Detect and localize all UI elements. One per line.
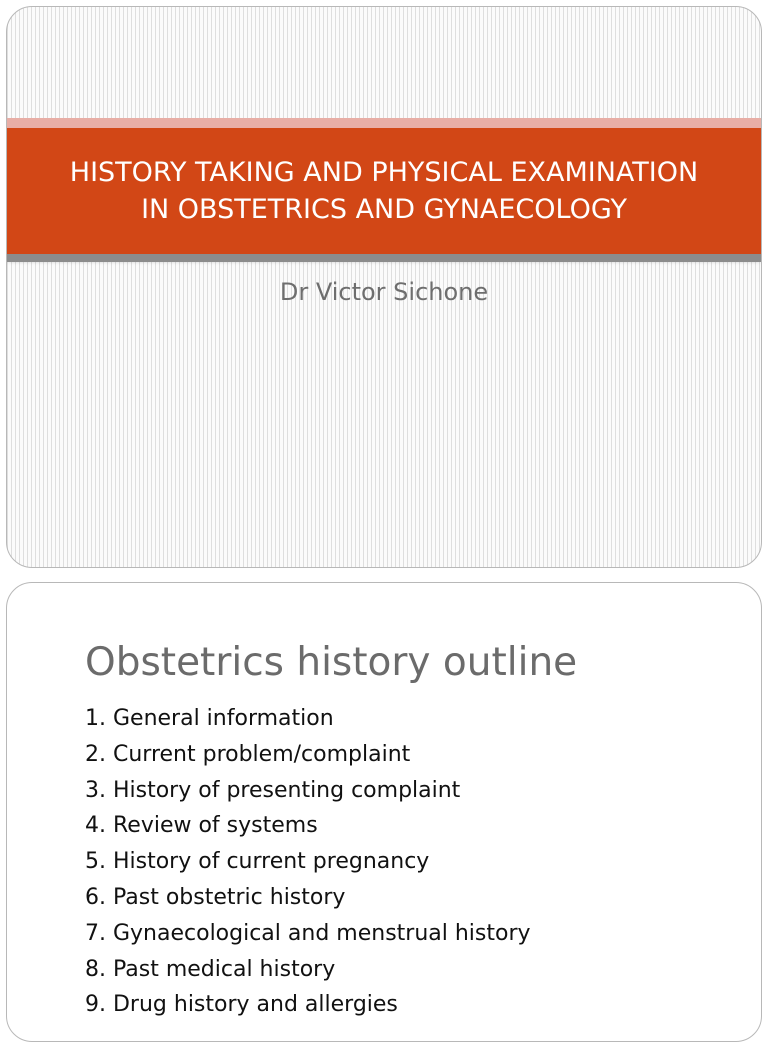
- title-slide: [6, 6, 762, 568]
- list-item: 5. History of current pregnancy: [85, 849, 430, 875]
- list-item: 2. Current problem/complaint: [85, 741, 411, 767]
- list-item: 7. Gynaecological and menstrual history: [85, 920, 531, 946]
- slide-title: HISTORY TAKING AND PHYSICAL EXAMINATION IN OBSTETRICS AND GYNAECOLOGY: [69, 157, 699, 225]
- outline-list: [85, 701, 531, 1023]
- outline-heading: Obstetrics history outline: [85, 640, 578, 685]
- title-top-strip: [7, 118, 761, 128]
- slide-author: Dr Victor Sichone: [279, 278, 489, 306]
- list-item: 8. Past medical history: [85, 956, 336, 982]
- title-band: [7, 128, 761, 254]
- list-item: 4. Review of systems: [85, 813, 318, 839]
- list-item: 3. History of presenting complaint: [85, 777, 461, 803]
- list-item: 1. General information: [85, 706, 334, 731]
- outline-slide: [6, 582, 762, 1042]
- list-item: 6. Past obstetric history: [85, 884, 346, 910]
- list-item: 9. Drug history and allergies: [85, 992, 398, 1018]
- title-bottom-strip: [7, 254, 761, 262]
